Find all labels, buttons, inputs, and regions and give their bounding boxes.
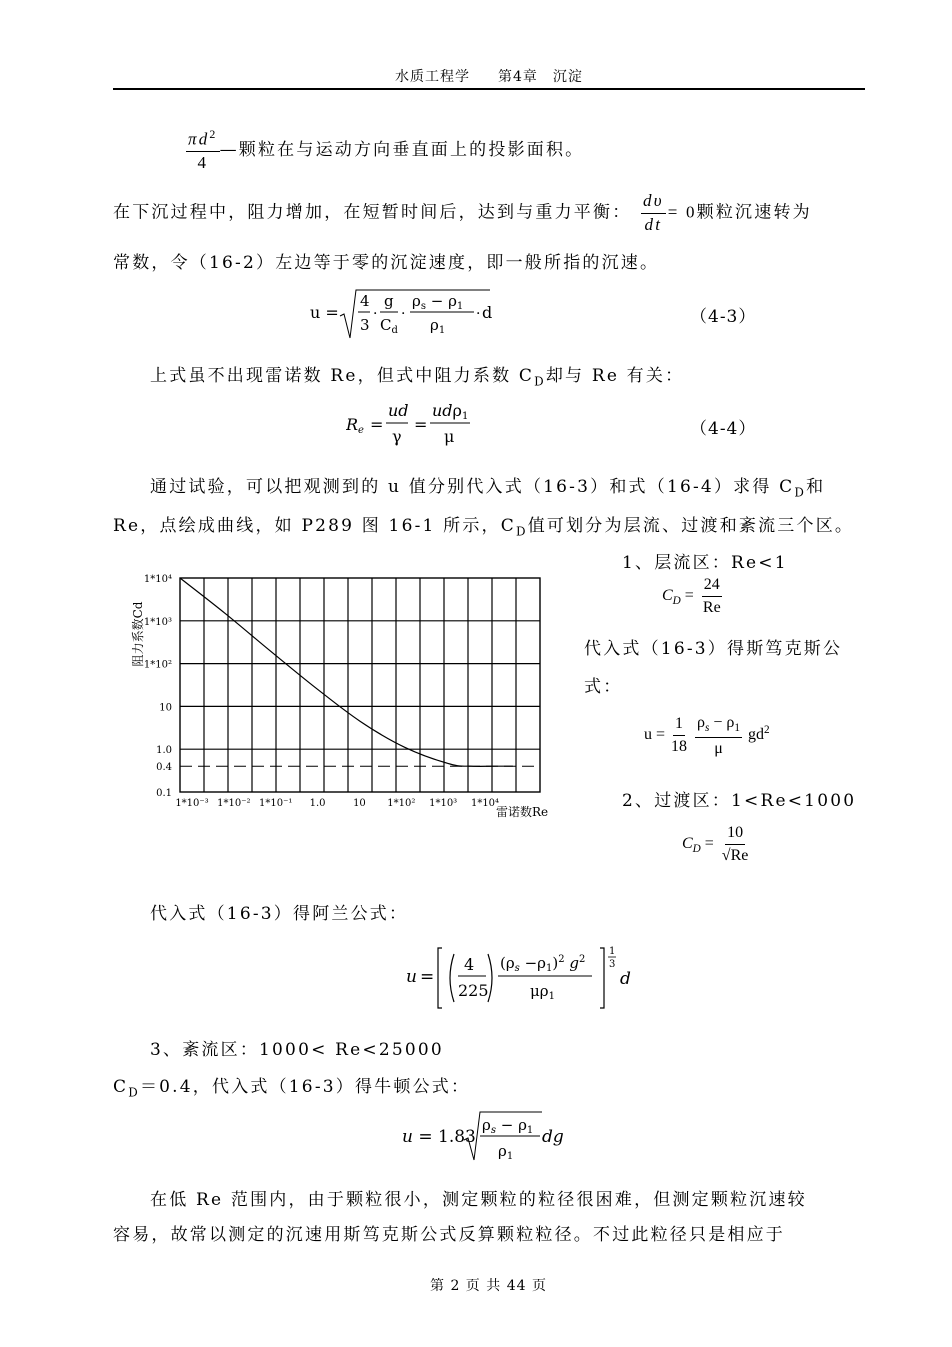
svg-text:·: · xyxy=(401,306,406,322)
y-axis-label: 阻力系数Cd xyxy=(131,601,145,667)
zone1-label: 1、层流区：Re<1 xyxy=(622,553,788,573)
proj-area-line xyxy=(186,128,584,173)
svg-text:udρ1: udρ1 xyxy=(432,401,469,422)
y-tick-label: 10 xyxy=(159,702,172,714)
x-tick-label: 1*10⁻² xyxy=(217,798,251,809)
proj-area-text: —颗粒在与运动方向垂直面上的投影面积。 xyxy=(219,140,585,161)
y-tick-label: 1*10³ xyxy=(143,616,172,628)
y-tick-labels xyxy=(144,574,172,799)
svg-text:225: 225 xyxy=(458,981,489,1000)
drag-coefficient-chart xyxy=(130,562,570,828)
allen-formula-svg xyxy=(406,940,636,1014)
para1-line1: 在下沉过程中，阻力增加，在短暂时间后，达到与重力平衡： $\frac{d\upsilon}{dt}$ = 0颗粒沉速转为 xyxy=(113,191,812,234)
page-footer: 第 2 页 共 44 页 xyxy=(430,1278,547,1294)
header-rule xyxy=(113,88,865,90)
cd-curve xyxy=(180,578,513,766)
x-tick-label: 1*10² xyxy=(387,798,416,809)
chart-frame xyxy=(180,578,540,792)
svg-text:g: g xyxy=(384,292,394,310)
chart-grid xyxy=(180,578,540,792)
equation-4-4-label: （4-4） xyxy=(690,419,757,439)
svg-text:ud: ud xyxy=(388,401,409,420)
allen-line: 代入式（16-3）得阿兰公式： xyxy=(150,904,409,924)
svg-text:ρs − ρ1: $\rho_s - \rho_1$ xyxy=(482,1116,534,1136)
svg-text:=: = xyxy=(420,967,435,987)
newton-formula-svg xyxy=(402,1108,572,1164)
svg-text:u: u xyxy=(406,967,417,987)
equation-4-4 xyxy=(346,398,486,457)
y-tick-label: 0.4 xyxy=(156,762,172,774)
svg-text:ρ1: $\rho_1$ xyxy=(498,1142,514,1162)
svg-text:μρ1: $\mu\rho_1$ xyxy=(530,982,555,1002)
svg-text:u = 1.83: u = 1.83 xyxy=(402,1127,476,1147)
x-tick-label: 1*10⁴ xyxy=(470,798,500,809)
para3-line2: Re，点绘成曲线，如 P289 图 16-1 所示，$C_D$值可划分为层流、过渡和紊流三个区。 xyxy=(113,516,855,539)
svg-text:=: = xyxy=(414,415,428,434)
stokes-formula: u = $\frac{1}{18}$ $\frac{\rho_s - \rho_1}{\mu}$ $gd^2$ xyxy=(644,714,770,757)
x-tick-label: 1*10³ xyxy=(429,798,458,809)
svg-text:(ρs −ρ1)2 g2: $(\rho_s -\rho_1)^2$ $g^2$ xyxy=(500,954,586,974)
svg-text:μ: μ xyxy=(444,427,455,446)
svg-text:Re: Re xyxy=(346,415,364,436)
para1-line2: 常数，令（16-2）左边等于零的沉淀速度，即一般所指的沉速。 xyxy=(113,253,660,273)
cd-laminar-formula: $C_D$ = $\frac{24}{Re}$ xyxy=(662,576,721,616)
svg-text:d: d xyxy=(620,969,631,989)
y-tick-label: 0.1 xyxy=(156,788,172,799)
svg-text:u =: u = xyxy=(310,303,339,322)
svg-text:4: 4 xyxy=(464,955,475,974)
cd-transition-formula: $C_D$ = $\frac{10}{√Re}$ xyxy=(682,824,749,864)
svg-text:γ: γ xyxy=(392,427,402,446)
equation-4-4-svg xyxy=(346,398,486,452)
newton-formula xyxy=(402,1108,572,1169)
zone2-label: 2、过渡区：1<Re<1000 xyxy=(622,791,857,811)
svg-text:3: 3 xyxy=(609,959,616,970)
pi-d2-over-4: $\frac{\pi d^2}{4}$ xyxy=(188,127,218,173)
equation-4-3-svg xyxy=(310,286,510,344)
allen-formula xyxy=(406,940,636,1019)
x-tick-label: 1*10⁻¹ xyxy=(259,798,293,809)
du-dt-fraction: $\frac{d\upsilon}{dt}$ xyxy=(643,191,664,234)
x-tick-label: 1.0 xyxy=(309,798,326,809)
zone3-label: 3、紊流区：1000< Re<25000 xyxy=(150,1040,444,1060)
last-para-line1: 在低 Re 范围内，由于颗粒很小，测定颗粒的粒径很困难，但测定颗粒沉速较 xyxy=(150,1190,807,1210)
svg-text:·: · xyxy=(373,306,378,322)
svg-text:4: 4 xyxy=(360,292,370,310)
para2: 上式虽不出现雷诺数 Re，但式中阻力系数 $C_D$却与 Re 有关： xyxy=(150,366,685,389)
header-book: 水质工程学 xyxy=(395,69,470,85)
header-chapter: 第4章 沉淀 xyxy=(498,69,583,85)
x-axis-label: 雷诺数Re xyxy=(496,805,549,819)
stokes-line2: 式： xyxy=(584,677,623,697)
svg-text:·: · xyxy=(476,306,481,322)
svg-text:ρs − ρ1: $\rho_s - \rho_1$ xyxy=(412,292,464,312)
x-tick-labels xyxy=(175,798,499,809)
equation-4-3 xyxy=(310,286,510,349)
svg-text:=: = xyxy=(370,415,384,434)
para3-line1: 通过试验，可以把观测到的 u 值分别代入式（16-3）和式（16-4）求得 $C_D$和 xyxy=(150,477,826,500)
newton-line: $C_D=0.4$，代入式（16-3）得牛顿公式： xyxy=(113,1077,471,1100)
svg-text:dg: dg xyxy=(542,1127,564,1147)
last-para-line2: 容易，故常以测定的沉速用斯笃克斯公式反算颗粒粒径。不过此粒径只是相应于 xyxy=(113,1225,785,1245)
y-tick-label: 1*10⁴ xyxy=(143,574,172,585)
x-tick-label: 10 xyxy=(353,798,366,809)
svg-text:1: 1 xyxy=(609,946,616,957)
stokes-line1: 代入式（16-3）得斯笃克斯公 xyxy=(584,639,843,659)
svg-text:3: 3 xyxy=(360,316,370,334)
x-tick-label: 1*10⁻³ xyxy=(175,798,209,809)
y-tick-label: 1*10² xyxy=(143,659,172,671)
svg-text:Cd: $C_d$ xyxy=(380,316,398,336)
equation-4-3-label: （4-3） xyxy=(690,307,757,327)
svg-text:d: d xyxy=(482,303,493,322)
svg-text:ρ1: $\rho_1$ xyxy=(430,316,446,336)
y-tick-label: 1.0 xyxy=(156,745,172,757)
